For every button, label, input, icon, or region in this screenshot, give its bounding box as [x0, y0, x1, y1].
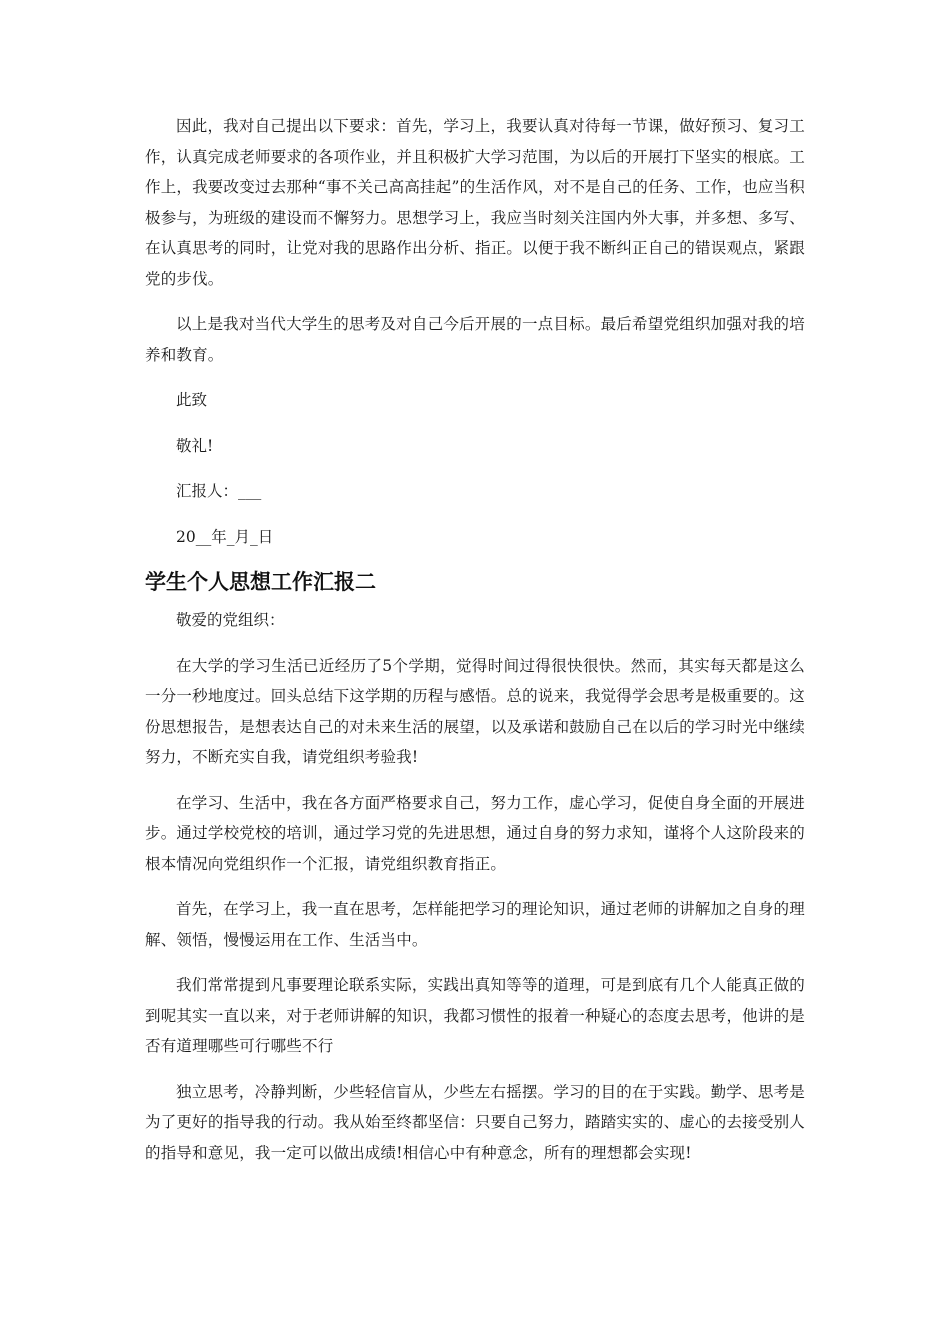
date-line: 20__年_月_日: [176, 527, 274, 546]
section-title: 学生个人思想工作汇报二: [145, 570, 376, 594]
greeting-text: 敬爱的党组织：: [176, 611, 285, 629]
paragraph: 在大学的学习生活已近经历了5个学期，觉得时间过得很快很快。然而，其实每天都是这么一分一秒地度过。回头总结下这学期的历程与感悟。总的说来，我觉得学会思考是极重要的。这份思想报告，是想表达自己的对未来生活的展望，以及承诺和鼓励自己在以后的学习时光中继续努力，不断充实自我，请党组织考验我!: [145, 656, 805, 766]
paragraph: 以上是我对当代大学生的思考及对自己今后开展的一点目标。最后希望党组织加强对我的培养和教育。: [145, 315, 805, 364]
salute-text: 敬礼!: [176, 436, 214, 455]
paragraph: 因此，我对自己提出以下要求：首先，学习上，我要认真对待每一节课，做好预习、复习工作，认真完成老师要求的各项作业，并且积极扩大学习范围，为以后的开展打下坚实的根底。工作上，我要改变过去那种“事不关己高高挂起”的生活作风，对不是自己的任务、工作，也应当积极参与，为班级的建设而不懈努力。思想学习上，我应当时刻关注国内外大事，并多想、多写、在认真思考的同时，让党对我的思路作出分析、指正。以便于我不断纠正自己的错误观点，紧跟党的步伐。: [145, 117, 805, 288]
paragraph: 独立思考，冷静判断，少些轻信盲从，少些左右摇摆。学习的目的在于实践。勤学、思考是为了更好的指导我的行动。我从始至终都坚信：只要自己努力，踏踏实实的、虚心的去接受别人的指导和意见，我一定可以做出成绩!相信心中有种意念，所有的理想都会实现!: [145, 1082, 805, 1162]
paragraph: 我们常常提到凡事要理论联系实际，实践出真知等等的道理，可是到底有几个人能真正做的到呢其实一直以来，对于老师讲解的知识，我都习惯性的报着一种疑心的态度去思考，他讲的是否有道理哪些可行哪些不行: [145, 976, 805, 1055]
document-page: [145, 111, 805, 1183]
closing-text: 此致: [176, 391, 208, 409]
reporter-line: 汇报人：___: [176, 482, 262, 500]
paragraph: 首先，在学习上，我一直在思考，怎样能把学习的理论知识，通过老师的讲解加之自身的理解、领悟，慢慢运用在工作、生活当中。: [145, 900, 805, 949]
paragraph: 在学习、生活中，我在各方面严格要求自己，努力工作，虚心学习，促使自身全面的开展进步。通过学校党校的培训，通过学习党的先进思想，通过自身的努力求知，谨将个人这阶段来的根本情况向党组织作一个汇报，请党组织教育指正。: [145, 793, 805, 873]
